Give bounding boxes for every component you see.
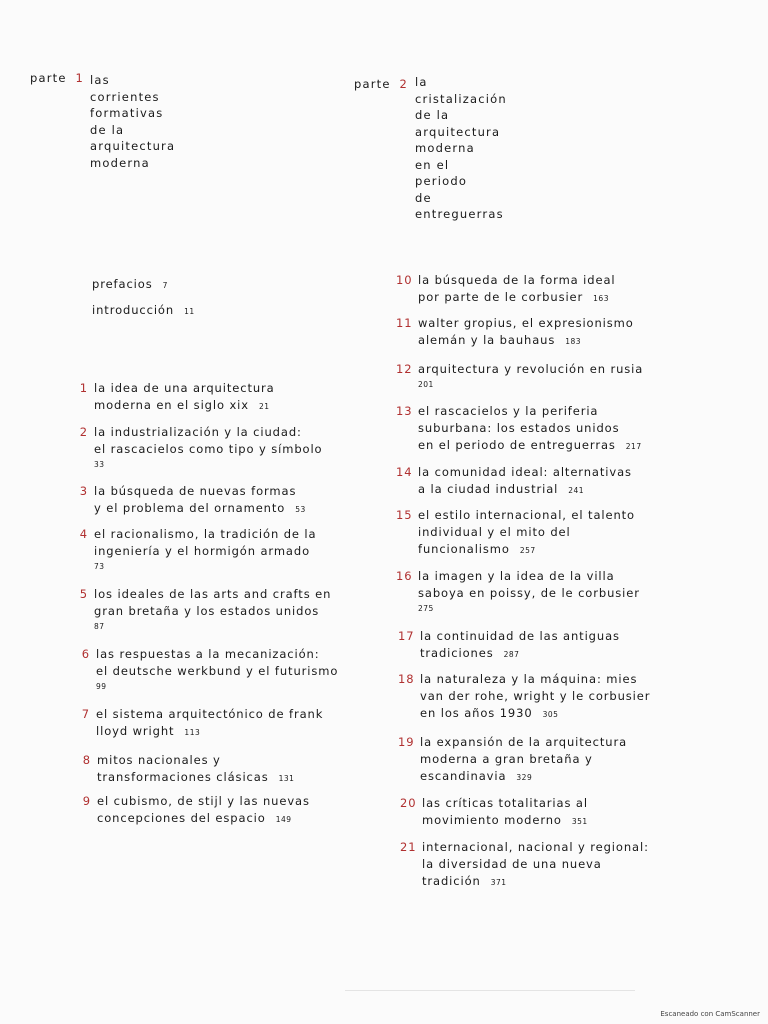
chapter-title-line: la idea de una arquitectura	[94, 381, 275, 395]
chapter-title-line: la búsqueda de la forma ideal	[418, 273, 616, 287]
chapter-title-line: ingeniería y el hormigón armado	[94, 544, 311, 558]
chapter-title-text: transformaciones clásicas	[97, 770, 269, 784]
chapter-title-line	[422, 873, 649, 891]
chapter-title-line	[420, 705, 650, 723]
page-number: 241	[568, 486, 585, 495]
chapter-title-line	[418, 437, 642, 455]
chapter-number: 13	[396, 404, 413, 418]
chapter-title-line: la búsqueda de nuevas formas	[94, 484, 297, 498]
chapter-title-line: los ideales de las arts and crafts en	[94, 587, 332, 601]
chapter-title-line: walter gropius, el expresionismo	[418, 316, 634, 330]
chapter-number: 8	[82, 753, 91, 767]
chapter-number: 10	[396, 273, 413, 287]
chapter-title-line	[96, 723, 323, 741]
chapter-number: 5	[79, 587, 88, 601]
page-number: 257	[519, 546, 536, 555]
chapter-number: 18	[398, 672, 415, 686]
part-1-label-wrap	[30, 70, 84, 87]
chapter-title-line	[94, 397, 275, 415]
chapter-title-text: en el periodo de entreguerras	[418, 438, 616, 452]
chapter-number: 1	[79, 381, 88, 395]
chapter-title-line	[97, 769, 294, 787]
chapter-title-line: la expansión de la arquitectura	[420, 735, 628, 749]
chapter-number: 7	[81, 707, 90, 721]
part-1-title-line: corrientes	[90, 89, 160, 104]
chapter-title-line	[420, 645, 620, 663]
chapter-title-line	[418, 481, 632, 499]
part-2-title-line: la	[415, 75, 428, 89]
page-number: 275	[418, 604, 434, 613]
chapter-17	[398, 628, 620, 663]
chapter-title-line	[97, 810, 310, 828]
chapter-14	[396, 464, 632, 499]
page-number: 287	[503, 650, 520, 659]
chapter-13	[396, 403, 642, 455]
chapter-title-text: escandinavia	[420, 769, 507, 783]
part-2-title-line: cristalización	[415, 91, 507, 106]
chapter-number: 4	[79, 527, 88, 541]
page-number: 149	[275, 815, 292, 824]
part-1-title	[90, 72, 175, 171]
chapter-title-text: en los años 1930	[420, 706, 533, 720]
chapter-title-line: el racionalismo, la tradición de la	[94, 527, 317, 541]
page-number: 351	[571, 817, 588, 826]
chapter-title-line	[420, 768, 627, 786]
chapter-title-line	[418, 289, 616, 307]
page-number: 21	[258, 402, 270, 411]
part-2-title-line: en el	[415, 157, 450, 172]
page-number: 329	[516, 773, 533, 782]
chapter-8	[82, 752, 295, 787]
chapter-number: 21	[400, 840, 417, 854]
part-2-title-line: arquitectura	[415, 124, 501, 139]
front-matter-title: introducción	[92, 303, 175, 317]
chapter-title-text: alemán y la bauhaus	[418, 333, 556, 347]
part-2-title-line: de la	[415, 108, 450, 122]
chapter-1	[79, 380, 275, 415]
part-1-title-line: de la	[90, 122, 125, 137]
chapter-title-line: el estilo internacional, el talento	[418, 508, 635, 522]
page-number: 371	[490, 878, 507, 887]
scanner-watermark: Escaneado con CamScanner	[660, 1010, 760, 1018]
chapter-title-line	[422, 812, 588, 830]
part-1-label: parte	[30, 71, 67, 85]
chapter-title-line: arquitectura y revolución en rusia	[418, 362, 644, 376]
page-number: 11	[184, 307, 195, 316]
chapter-title-line: la naturaleza y la máquina: mies	[420, 672, 638, 686]
chapter-18	[398, 671, 651, 723]
chapter-title-line: la comunidad ideal: alternativas	[418, 465, 632, 479]
chapter-3	[79, 483, 306, 518]
chapter-number: 2	[79, 425, 88, 439]
chapter-title-text: por parte de le corbusier	[418, 290, 584, 304]
page-number: 7	[162, 281, 168, 290]
page-number: 217	[625, 442, 642, 451]
chapter-title-line: el deutsche werkbund y el futurismo	[96, 664, 339, 678]
chapter-title-line: mitos nacionales y	[97, 753, 221, 767]
page-number: 201	[418, 380, 434, 389]
page-number: 73	[94, 562, 105, 571]
chapter-title-text: movimiento moderno	[422, 813, 562, 827]
part-2-label-wrap	[354, 76, 408, 93]
chapter-title-line	[94, 500, 306, 518]
chapter-16	[396, 568, 640, 616]
chapter-title-text: moderna en el siglo xix	[94, 398, 249, 412]
chapter-title-line: moderna a gran bretaña y	[420, 752, 593, 766]
part-1-title-line: arquitectura	[90, 139, 176, 153]
page-number: 113	[184, 728, 201, 737]
chapter-19	[398, 734, 628, 786]
page-number: 53	[295, 505, 306, 514]
chapter-title-line: individual y el mito del	[418, 525, 571, 539]
page-number: 87	[94, 622, 105, 631]
chapter-title-text: a la ciudad industrial	[418, 482, 559, 496]
chapter-title-line: el cubismo, de stijl y las nuevas	[97, 794, 310, 808]
chapter-title-line: gran bretaña y los estados unidos	[94, 604, 320, 618]
chapter-title-text: concepciones del espacio	[97, 811, 266, 825]
page-number: 305	[542, 710, 559, 719]
page-number: 163	[593, 294, 609, 303]
front-matter-introduccion	[92, 302, 195, 320]
chapter-2	[79, 424, 323, 472]
part-1-number: 1	[75, 71, 85, 85]
part-1-title-line: formativas	[90, 106, 164, 120]
chapter-number: 12	[396, 362, 413, 376]
chapter-number: 17	[398, 629, 415, 643]
part-1-title-line: las	[90, 73, 110, 87]
chapter-21	[400, 839, 649, 891]
part-2-title-line: moderna	[415, 141, 475, 155]
chapter-title-line: el rascacielos como tipo y símbolo	[94, 442, 323, 456]
part-2-title-line: periodo	[415, 174, 468, 188]
chapter-title-line: el sistema arquitectónico de frank	[96, 707, 324, 721]
chapter-title-text: lloyd wright	[96, 724, 175, 738]
chapter-6	[81, 646, 339, 694]
chapter-9	[82, 793, 310, 828]
chapter-7	[81, 706, 324, 741]
chapter-title-line: la continuidad de las antiguas	[420, 629, 620, 643]
chapter-title-line: saboya en poissy, de le corbusier	[418, 586, 640, 600]
chapter-title-text: tradiciones	[420, 646, 494, 660]
part-2-title-line: de	[415, 190, 432, 205]
front-matter-title: prefacios	[92, 277, 153, 291]
chapter-4	[79, 526, 317, 574]
chapter-number: 11	[396, 316, 413, 330]
chapter-title-line: la imagen y la idea de la villa	[418, 569, 615, 583]
page-number: 99	[96, 682, 107, 691]
chapter-number: 3	[79, 484, 88, 498]
chapter-number: 15	[396, 508, 413, 522]
chapter-title-line: las respuestas a la mecanización:	[96, 647, 320, 661]
chapter-11	[396, 315, 634, 350]
chapter-10	[396, 272, 616, 307]
part-1-title-line: moderna	[90, 155, 150, 170]
front-matter-prefacios	[92, 276, 168, 294]
page-number: 183	[565, 337, 582, 346]
faint-divider	[345, 990, 635, 991]
part-2-title	[415, 74, 507, 223]
chapter-title-text: y el problema del ornamento	[94, 501, 286, 515]
chapter-title-line: el rascacielos y la periferia	[418, 404, 599, 418]
page-number: 131	[278, 774, 295, 783]
chapter-number: 19	[398, 735, 415, 749]
chapter-title-text: funcionalismo	[418, 542, 510, 556]
chapter-15	[396, 507, 635, 559]
chapter-title-text: tradición	[422, 874, 481, 888]
chapter-20	[400, 795, 588, 830]
part-2-number: 2	[399, 77, 409, 91]
page-number: 33	[94, 460, 105, 469]
chapter-title-line: las críticas totalitarias al	[422, 796, 588, 810]
chapter-title-line	[418, 541, 635, 559]
chapter-number: 16	[396, 569, 413, 583]
chapter-12	[396, 361, 644, 392]
chapter-title-line: suburbana: los estados unidos	[418, 421, 620, 435]
chapter-title-line: la industrialización y la ciudad:	[94, 425, 302, 439]
chapter-number: 6	[81, 647, 90, 661]
chapter-5	[79, 586, 332, 634]
part-2-title-line: entreguerras	[415, 207, 504, 221]
chapter-title-line: internacional, nacional y regional:	[422, 840, 649, 854]
chapter-number: 9	[82, 794, 91, 808]
chapter-title-line: van der rohe, wright y le corbusier	[420, 689, 651, 703]
chapter-title-line: la diversidad de una nueva	[422, 857, 602, 871]
part-2-label: parte	[354, 77, 391, 91]
chapter-title-line	[418, 332, 634, 350]
chapter-number: 14	[396, 465, 413, 479]
chapter-number: 20	[400, 796, 417, 810]
